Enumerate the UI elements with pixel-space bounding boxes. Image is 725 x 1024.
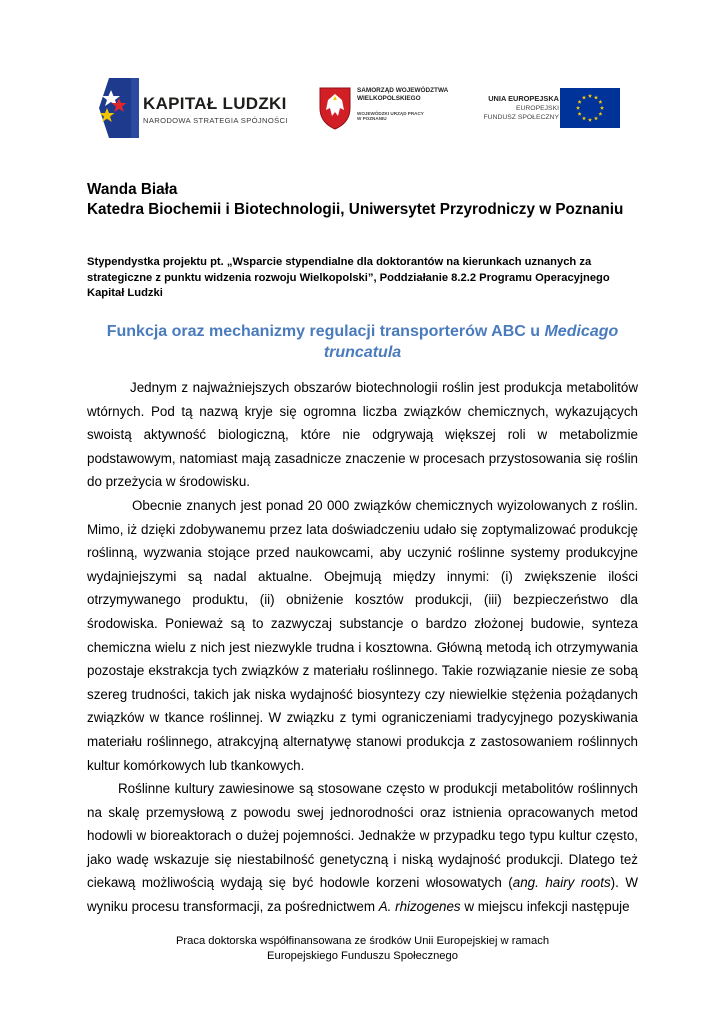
- logo-bar: [0, 74, 725, 144]
- paragraph-3: [87, 777, 638, 919]
- kapital-ludzki-emblem-icon: [95, 76, 141, 140]
- kapital-ludzki-title: KAPITAŁ LUDZKI: [143, 94, 287, 113]
- eu-fund: [452, 105, 559, 122]
- footer-line1: Praca doktorska współfinansowana ze środków Unii Europejskiej w ramach: [175, 935, 550, 947]
- paragraph-3-part-c: ). W wyniku procesu transformacji, za pośrednictwem: [87, 875, 639, 915]
- author-header: [87, 180, 627, 219]
- eu-fund-line2: FUNDUSZ SPOŁECZNY: [483, 113, 559, 121]
- wup-line1: WOJEWÓDZKI URZĄD PRACY: [357, 111, 424, 116]
- paragraph-3-part-e: w miejscu infekcji następuje: [460, 899, 630, 915]
- kapital-ludzki-subtitle: NARODOWA STRATEGIA SPÓJNOŚCI: [143, 116, 288, 125]
- wup-line2: W POZNANIU: [357, 116, 387, 122]
- paragraph-3-part-a: Roślinne kultury zawiesinowe są stosowane często w produkcji metabolitów roślinnych na skalę przemysłową z powodu swej jednorodności oraz istnienia opracowanych metod hodowli w bioreaktorach o dużej pojemności. Jednakże w przypadku tego typu kultur często, jako wadę wskazuje się niestabilność genetyczną i niską wydajność produkcji. Dlatego też ciekawą możliwością wydają się być hodowle korzeni włosowatych (: [87, 781, 638, 891]
- samorzad-line2: WIELKOPOLSKIEGO: [357, 94, 421, 102]
- page-footer: [87, 934, 638, 964]
- wup-name: [357, 111, 424, 122]
- samorzad-logo: [318, 86, 449, 136]
- kapital-ludzki-logo: [95, 76, 288, 140]
- article-body: [87, 376, 638, 919]
- article-title: [87, 322, 638, 363]
- eu-fund-line1: EUROPEJSKI: [515, 105, 559, 112]
- footer-line2: Europejskiego Funduszu Społecznego: [267, 950, 458, 962]
- samorzad-line1: SAMORZĄD WOJEWÓDZTWA: [357, 87, 449, 94]
- eu-title: UNIA EUROPEJSKA: [488, 94, 559, 103]
- paragraph-2: Obecnie znanych jest ponad 20 000 związków chemicznych wyizolowanych z roślin. Mimo, iż dzięki zdobywanemu przez lata doświadczeniu udało się zoptymalizować produkcję roślinną, wyzwania stojące przed naukowcami, aby uczynić roślinne systemy produkcyjne wydajniejszymi są nadal aktualne. Obejmują między innymi: (i) zwiększenie ilości otrzymywanego produktu, (ii) obniżenie kosztów produkcji, (iii) bezpieczeństwo dla środowiska. Ponieważ są to zazwyczaj substancje o bardzo złożonej budowie, synteza chemiczna wielu z nich jest niezwykle trudna i kosztowna. Główną metodą ich otrzymywania pozostaje ekstrakcja tych związków z materiału roślinnego. Takie rozwiązanie niesie ze sobą szereg trudności, takich jak niska wydajność biosyntezy czy niewielkie stężenia pożądanych związków w tkance roślinnej. W związku z tymi ograniczeniami tradycyjnego pozyskiwania materiału roślinnego, atrakcyjną alternatywę stanowi produkcja z zastosowaniem roślinnych kultur komórkowych lub tkankowych.: [87, 497, 638, 773]
- paragraph-3-hairy-roots: ang. hairy roots: [512, 875, 611, 891]
- eu-flag-icon: [560, 88, 620, 128]
- samorzad-name: [357, 87, 448, 102]
- paragraph-1: Jednym z najważniejszych obszarów biotechnologii roślin jest produkcja metabolitów wtórnych. Pod tą nazwą kryje się ogromna liczba związków chemicznych, wykazujących swoistą aktywność biologiczną, które nie odgrywają większej roli w metabolizmie podstawowym, natomiast mają zasadnicze znaczenie w procesach przystosowania się roślin do przeżycia w środowisku.: [87, 380, 638, 490]
- eu-logo: [452, 88, 622, 128]
- grant-note: Stypendystka projektu pt. „Wsparcie stypendialne dla doktorantów na kierunkach uznanych za strategiczne z punktu widzenia rozwoju Wielkopolski”, Poddziałanie 8.2.2 Programu Operacyjnego Kapitał Ludzki: [87, 256, 610, 300]
- wielkopolska-coat-of-arms-icon: [318, 86, 352, 130]
- paragraph-3-species: A. rhizogenes: [378, 899, 461, 915]
- article-title-species: Medicago truncatula: [323, 323, 619, 361]
- author-name: Wanda Biała: [87, 181, 178, 198]
- author-affiliation: Katedra Biochemii i Biotechnologii, Uniwersytet Przyrodniczy w Poznaniu: [87, 200, 624, 218]
- article-title-main: Funkcja oraz mechanizmy regulacji transporterów ABC u: [106, 323, 545, 340]
